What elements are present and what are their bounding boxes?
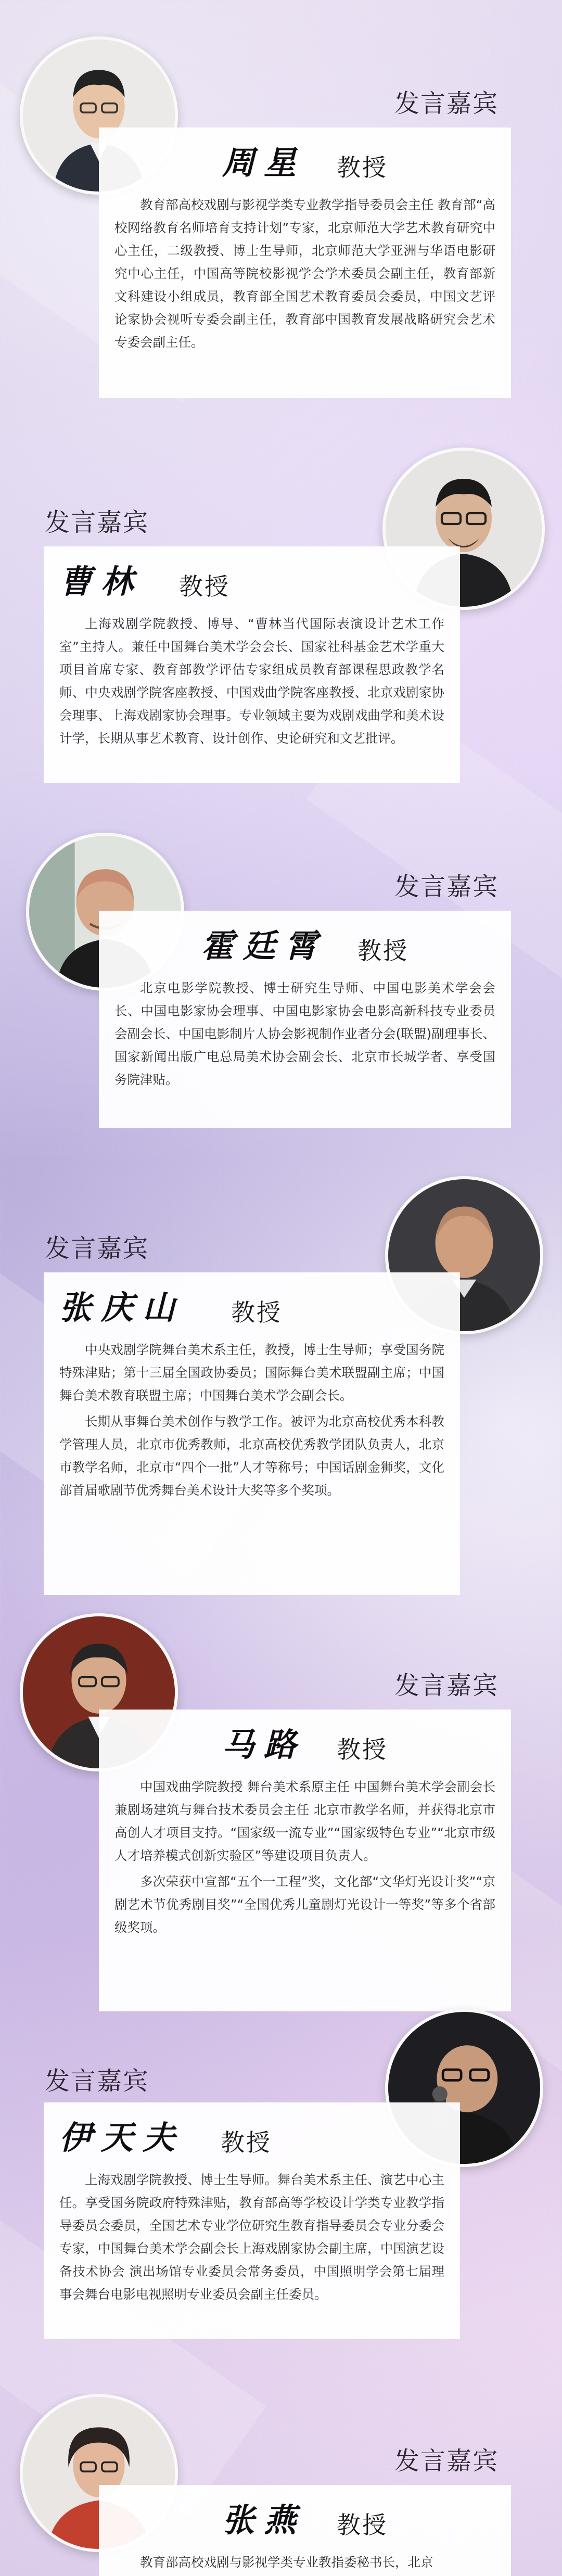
speaker-bio xyxy=(59,1338,444,1502)
role-label: 发言嘉宾 xyxy=(45,1234,149,1263)
speaker-bio xyxy=(59,2169,444,2306)
speaker-title: 教授 xyxy=(357,937,408,965)
speaker-section xyxy=(0,1176,562,1634)
bio-paragraph: 教育部高校戏剧与影视学类专业教学指导委员会主任 教育部“高校网络教育名师培育支持计划”专家，北京师范大学艺术教育研究中心主任，二级教授、博士生导师，北京师范大学亚洲与华语电影研究中心主任，中国高等院校影视学会学术委员会副主任，教育部新文科建设小组成员，教育部全国艺术教育委员会委员，中国文艺评论家协会视听专委会副主任，教育部中国教育发展战略研究会艺术专委会副主任。 xyxy=(114,197,495,350)
speaker-bio xyxy=(114,1776,495,1939)
name-row xyxy=(114,137,495,183)
role-label: 发言嘉宾 xyxy=(394,2446,499,2476)
bio-paragraph: 北京电影学院教授、博士研究生导师、中国电影美术学会会长、中国电影家协会理事、中国电影家协会电影高新科技专业委员会副会长、中国电影制片人协会影视制作业者分会(联盟)副理事长、国家新闻出版广电总局美术协会副会长、北京市长城学者、享受国务院津贴。 xyxy=(114,980,495,1087)
speaker-name: 伊天夫 xyxy=(59,2119,185,2157)
speaker-name: 马路 xyxy=(222,1726,305,1764)
speaker-title: 教授 xyxy=(221,2128,272,2157)
role-label: 发言嘉宾 xyxy=(394,1671,499,1700)
name-row xyxy=(59,556,444,602)
speaker-card xyxy=(99,127,511,398)
speaker-section xyxy=(0,833,562,1155)
speaker-card xyxy=(99,1710,511,2011)
speaker-bio xyxy=(114,977,495,1091)
speaker-section xyxy=(0,416,562,781)
bio-paragraph: 长期从事舞台美术创作与教学工作。被评为北京高校优秀本科教学管理人员，北京市优秀教师，北京高校优秀教学团队负责人，北京市教学名师，北京市“四个一批”人才等称号；中国话剧金狮奖，文化部首届歌剧节优秀舞台美术设计大奖等多个奖项。 xyxy=(59,1414,444,1498)
speaker-card xyxy=(44,1272,460,1595)
speaker-card xyxy=(44,2102,460,2339)
speaker-card xyxy=(44,546,460,783)
speaker-bio xyxy=(59,613,444,750)
bio-paragraph: 中央戏剧学院舞台美术系主任，教授，博士生导师；享受国务院特殊津贴；第十三届全国政协委员；国际舞台美术联盟副主席；中国舞台美术教育联盟主席；中国舞台美术学会副会长。 xyxy=(59,1342,444,1403)
role-label: 发言嘉宾 xyxy=(45,508,149,537)
speaker-title: 教授 xyxy=(337,2511,388,2539)
name-row xyxy=(114,2494,495,2541)
bio-paragraph: 多次荣获中宣部“五个一工程”奖，文化部“文华灯光设计奖”“京剧艺术节优秀剧目奖”“全国优秀儿童剧灯光设计一等奖”等多个省部级奖项。 xyxy=(114,1874,495,1935)
speaker-name: 张庆山 xyxy=(59,1289,185,1327)
speaker-section xyxy=(0,1613,562,2019)
speaker-title: 教授 xyxy=(179,572,231,601)
bio-paragraph: 教育部高校戏剧与影视学类专业教指委秘书长，北京 xyxy=(140,2555,433,2570)
speaker-card xyxy=(99,911,511,1128)
bio-paragraph: 上海戏剧学院教授、博导、“曹林当代国际表演设计艺术工作室”主持人。兼任中国舞台美术学会会长、国家社科基金艺术学重大项目首席专家、教育部教学评估专家组成员教育部课程思政教学名师、中央戏剧学院客座教授、中国戏曲学院客座教授、北京戏剧家协会理事、上海戏剧家协会理事。专业领域主要为戏剧戏曲学和美术设计学，长期从事艺术教育、设计创作、史论研究和文艺批评。 xyxy=(59,616,444,746)
speaker-section xyxy=(0,0,562,416)
role-label: 发言嘉宾 xyxy=(394,872,499,901)
name-row xyxy=(59,2112,444,2158)
speaker-name: 张燕 xyxy=(222,2501,305,2539)
speaker-bio xyxy=(114,194,495,354)
role-label: 发言嘉宾 xyxy=(45,2067,149,2096)
name-row xyxy=(114,1719,495,1765)
speaker-name: 周星 xyxy=(222,144,305,182)
speaker-name: 曹林 xyxy=(59,563,143,601)
role-label: 发言嘉宾 xyxy=(394,89,499,118)
speaker-card xyxy=(99,2485,511,2576)
speaker-title: 教授 xyxy=(337,154,388,182)
speaker-section xyxy=(0,2394,562,2576)
speaker-title: 教授 xyxy=(231,1298,283,1327)
name-row xyxy=(59,1282,444,1328)
speaker-section xyxy=(0,2009,562,2383)
speaker-bio xyxy=(114,2551,495,2574)
speaker-title: 教授 xyxy=(337,1736,388,1764)
bio-paragraph: 上海戏剧学院教授、博士生导师。舞台美术系主任、演艺中心主任。享受国务院政府特殊津贴，教育部高等学校设计学类专业教学指导委员会委员，全国艺术专业学位研究生教育指导委员会专业分委会专家，中国舞台美术学会副会长上海戏剧家协会副主席，中国演艺设备技术协会 演出场馆专业委员会常务委员，中国照明学会第七届理事会舞台电影电视照明专业委员会副主任委员。 xyxy=(59,2172,444,2302)
bio-paragraph: 中国戏曲学院教授 舞台美术系原主任 中国舞台美术学会副会长 兼剧场建筑与舞台技术委员会主任 北京市教学名师，并获得北京市高创人才项目支持。“国家级一流专业”“国家级特色专业”“北京市级人才培养模式创新实验区”等建设项目负责人。 xyxy=(114,1779,495,1863)
name-row xyxy=(114,920,495,966)
speaker-name: 霍廷霄 xyxy=(201,927,326,965)
